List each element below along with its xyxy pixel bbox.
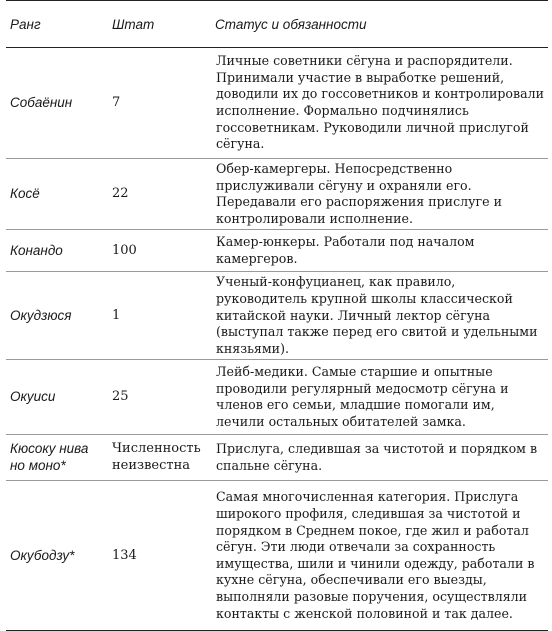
staff-cell: 25 — [108, 360, 211, 435]
rank-cell: Окудзюся — [6, 272, 108, 360]
duties-cell: Лейб-медики. Самые старшие и опытные проводили регулярный медосмотр сёгуна и членов его семьи, младшие помогали им, лечили остальных обитателей замка. — [211, 360, 548, 435]
staff-cell: Численность неизвестна — [108, 435, 211, 481]
staff-cell: 100 — [108, 230, 211, 272]
header-rank: Ранг — [6, 1, 108, 48]
staff-cell: 22 — [108, 159, 211, 230]
table-row — [6, 481, 548, 631]
rank-cell: Окубодзу* — [6, 481, 108, 631]
duties-cell: Камер-юнкеры. Работали под началом камергеров. — [211, 230, 548, 272]
table-header-row — [6, 1, 548, 48]
staff-cell: 1 — [108, 272, 211, 360]
table-row — [6, 230, 548, 272]
duties-cell: Прислуга, следившая за чистотой и порядком в спальне сёгуна. — [211, 435, 548, 481]
ranks-table — [6, 0, 548, 631]
staff-cell: 7 — [108, 48, 211, 159]
rank-cell: Конандо — [6, 230, 108, 272]
duties-cell: Личные советники сёгуна и распорядители. Принимали участие в выработке решений, доводили их до госсоветников и контролировали исполнение. Формально подчинялись госсоветникам. Руководили личной прислугой сёгуна. — [211, 48, 548, 159]
table-row — [6, 435, 548, 481]
staff-cell: 134 — [108, 481, 211, 631]
rank-cell: Окуиси — [6, 360, 108, 435]
duties-cell: Самая многочисленная категория. Прислуга широкого профиля, следившая за чистотой и порядком в Среднем покое, где жил и работал сёгун. Эти люди отвечали за сохранность имущества, шили и чинили одежду, работали в кухне сёгуна, обеспечивали его выезды, выполняли разовые поручения, осуществляли контакты с женской половиной и так далее. — [211, 481, 548, 631]
table-row — [6, 360, 548, 435]
header-staff: Штат — [108, 1, 211, 48]
rank-cell: Собаёнин — [6, 48, 108, 159]
table-row — [6, 272, 548, 360]
rank-cell: Кюсоку нива но моно* — [6, 435, 108, 481]
header-duties: Статус и обязанности — [211, 1, 548, 48]
table-row — [6, 159, 548, 230]
table-row — [6, 48, 548, 159]
rank-cell: Косё — [6, 159, 108, 230]
duties-cell: Обер-камергеры. Непосредственно прислуживали сёгуну и охраняли его. Передавали его распоряжения прислуге и контролировали исполнение. — [211, 159, 548, 230]
duties-cell: Ученый-конфуцианец, как правило, руководитель крупной школы классической китайской науки. Личный лектор сёгуна (выступал также перед его свитой и удельными князьями). — [211, 272, 548, 360]
